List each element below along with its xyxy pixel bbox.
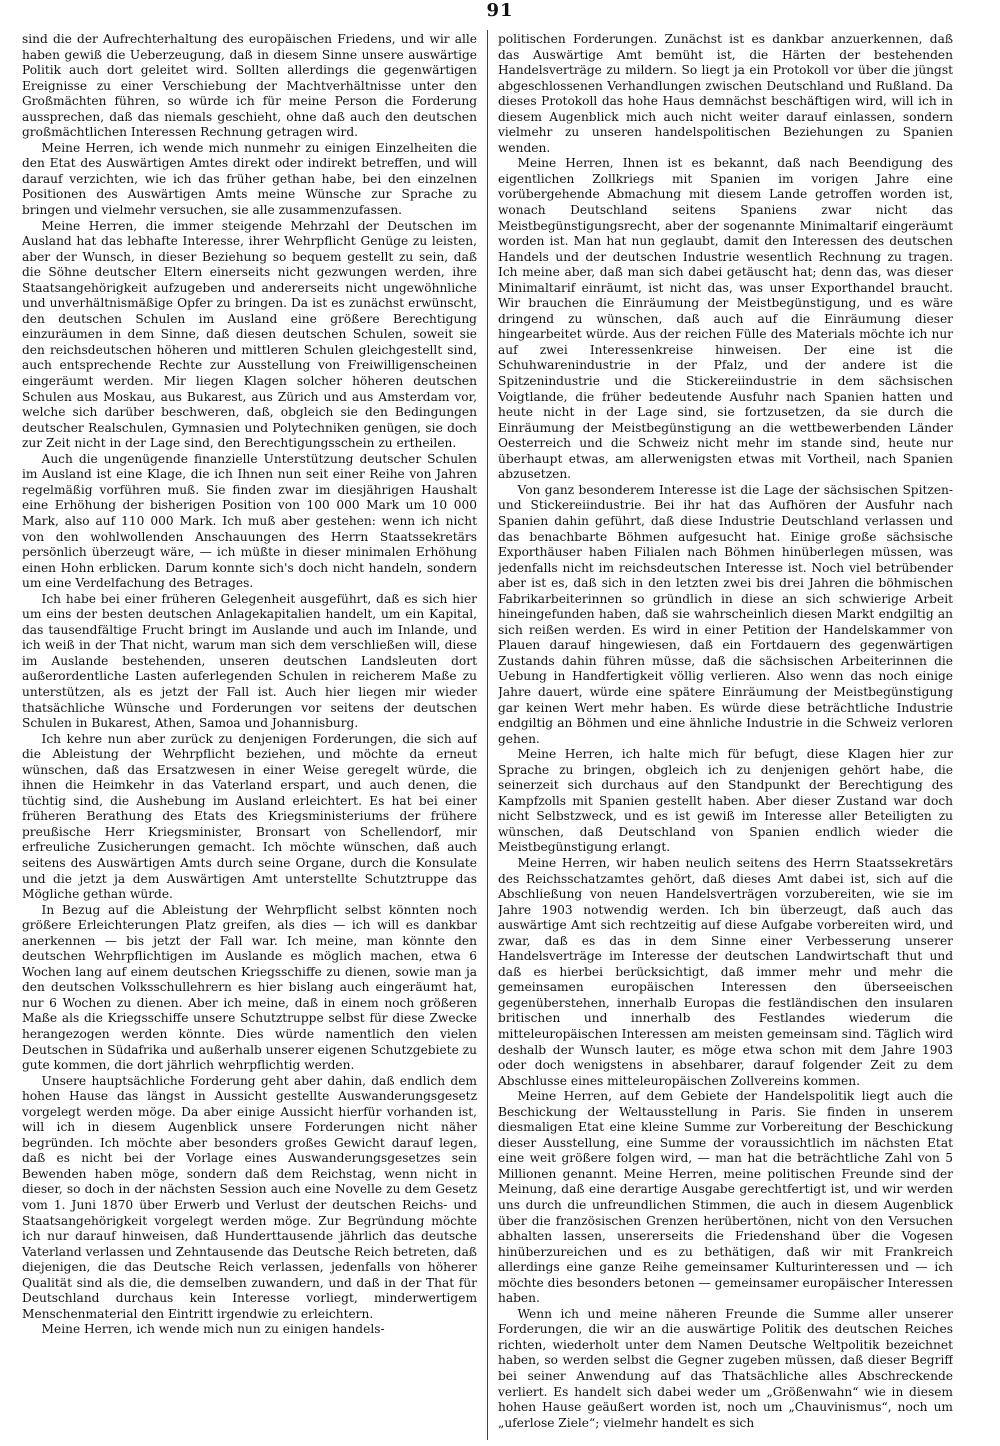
paragraph: Meine Herren, ich wende mich nunmehr zu einigen Einzelheiten die den Etat des Auswärtigen Amtes direkt oder indirekt betreffen, und will darauf verzichten, wie ich das früher gethan habe, bei den einzelnen Positionen des Auswärtigen Amts meine Wünsche zur Sprache zu bringen und vielmehr versuchen, sie alle zusammenzufassen. (22, 140, 477, 218)
paragraph: Meine Herren, ich wende mich nun zu einigen handels- (41, 1322, 385, 1337)
page-number: 91 (486, 0, 514, 21)
paragraph: Meine Herren, die immer steigende Mehrzahl der Deutschen im Ausland hat das lebhafte Interesse, ihrer Wehrpflicht Genüge zu leisten, aber der Wunsch, in dieser Beziehung so bequem gestellt zu sein, daß die Söhne deutscher Eltern einerseits nicht gezwungen werden, ihre Staatsangehörigkeit aufzugeben und andererseits nicht ungewöhnliche und unverhältnismäßige Opfer zu bringen. Da ist es zunächst erwünscht, den deutschen Schulen im Ausland eine größere Berechtigung einzuräumen in dem Sinne, daß diesen deutschen Schulen, soweit sie den reichsdeutschen höheren und mittleren Schulen gleichgestellt sind, auch entsprechende Rechte zur Ausstellung von Freiwilligenscheinen eingeräumt werden. Mir liegen Klagen solcher höheren deutschen Schulen aus Moskau, aus Bukarest, aus Zürich und aus Amsterdam vor, welche sich darüber beschweren, daß, obgleich sie den Bedingungen deutscher Realschulen, Gymnasien und Polytechniken genügen, sie doch zur Zeit nicht in der Lage sind, den Berechtigungsschein zu ertheilen. (22, 218, 477, 451)
paragraph: Unsere hauptsächliche Forderung geht aber dahin, daß endlich dem hohen Hause das längst in Aussicht gestellte Auswanderungsgesetz vorgelegt werden möge. Da aber einige Aussicht hierfür vorhanden ist, will ich in diesem Augenblick unsere Forderungen nicht näher begründen. Ich möchte aber besonders großes Gewicht darauf legen, daß es nicht bei der Vorlage eines Auswanderungsgesetzes sein Bewenden haben möge, sondern daß dem Reichstag, wenn nicht in dieser, so doch in der nächsten Session auch eine Novelle zu dem Gesetz vom 1. Juni 1870 über Erwerb und Verlust der deutschen Reichs- und Staatsangehörigkeit vorgelegt werden möge. Zur Begründung möchte ich nur darauf hinweisen, daß Hunderttausende jährlich das deutsche Vaterland verlassen und Zehntausende das Deutsche Reich betreten, daß diejenigen, die das Deutsche Reich verlassen, jedenfalls von höherer Qualität sind als die, die demselben zuwandern, und daß in der That für Deutschland durchaus kein Interesse vorliegt, minderwertigem Menschenmaterial den Eintritt irgendwie zu erleichtern. (22, 1073, 477, 1321)
paragraph: Meine Herren, ich halte mich für befugt, diese Klagen hier zur Sprache zu bringen, obgleich ich zu denjenigen gehört habe, die seinerzeit sich durchaus auf den Standpunkt der Berechtigung des Kampfzolls mit Spanien gestellt haben. Aber dieser Zustand war doch nicht Selbstzweck, und es ist gewiß im Interesse aller Beteiligten zu wünschen, daß Deutschland von Spanien endlich wieder die Meistbegünstigung erlangt. (498, 747, 953, 855)
paragraph: Meine Herren, Ihnen ist es bekannt, daß nach Beendigung des eigentlichen Zollkriegs mit Spanien im vorigen Jahre eine vorübergehende Abmachung mit diesem Lande getroffen worden ist, wonach Deutschland seitens Spaniens zwar nicht das Meistbegünstigungsrecht, aber der sogenannte Minimaltarif eingeräumt worden ist. Man hat nun geglaubt, damit den Interessen des deutschen Handels und der deutschen Industrie wesentlich Rechnung zu tragen. Ich meine aber, daß man sich dabei getäuscht hat; denn das, was dieser Minimaltarif einräumt, ist nicht das, was unser Exporthandel braucht. Wir brauchen die Einräumung der Meistbegünstigung, und es wäre dringend zu wünschen, daß auch auf die Einräumung dieser hingearbeitet würde. Aus der reichen Fülle des Materials möchte ich nur auf zwei Interessenkreise hinweisen. Der eine ist die Schuhwarenindustrie in der Pfalz, und der andere ist die Spitzenindustrie und die Stickereiindustrie in dem sächsischen Voigtlande, die früher bedeutende Ausfuhr nach Spanien hatten und heute nicht in der Lage sind, sie fortzusetzen, da sie durch die Einräumung der Meistbegünstigung an die wettbewerbenden Länder Oesterreich und die Schweiz nicht mehr im stande sind, heute nur überhaupt etwas, am allerwenigsten etwas mit Vortheil, nach Spanien abzusetzen. (498, 156, 953, 482)
paragraph: sind die der Aufrechterhaltung des europäischen Friedens, und wir alle haben gewiß die Ueberzeugung, daß in diesem Sinne unsere auswärtige Politik auch dort geleitet wird. Sollten allerdings die gegenwärtigen Ereignisse zu einer Verschiebung der Machtverhältnisse unter den Großmächten führen, so würde ich für meine Person die Forderung aussprechen, daß das niemals geschieht, ohne daß auch den deutschen großmächtlichen Interessen Rechnung getragen wird. (22, 32, 477, 140)
paragraph: politischen Forderungen. Zunächst ist es dankbar anzuerkennen, daß das Auswärtige Amt bemüht ist, die Härten der bestehenden Handelsverträge zu mildern. So liegt ja ein Protokoll vor über die jüngst abgeschlossenen Verhandlungen zwischen Deutschland und Rußland. Da dieses Protokoll das hohe Haus demnächst beschäftigen wird, will ich in diesem Augenblick mich auch nicht weiter darauf einlassen, sondern vielmehr zu unseren handelspolitischen Beziehungen zu Spanien wenden. (498, 32, 953, 155)
paragraph: Meine Herren, wir haben neulich seitens des Herrn Staatssekretärs des Reichsschatzamtes gehört, daß dieses Amt dabei ist, sich auf die Abschließung von neuen Handelsverträgen vorzubereiten, wie sie im Jahre 1903 notwendig werden. Ich bin überzeugt, daß auch das auswärtige Amt sich rechtzeitig auf diese Aufgabe vorbereiten wird, und zwar, daß es das in dem Sinne einer Verbesserung unserer Handelsverträge im Interesse der deutschen Landwirtschaft thut und daß es hierbei berücksichtigt, daß immer mehr und mehr die gemeinsamen europäischen Interessen den überseeischen gegenüberstehen, innerhalb Europas die festländischen den insularen britischen und innerhalb des Festlandes wiederum die mitteleuropäischen Interessen am meisten gemeinsam sind. Täglich wird deshalb der Wunsch lauter, es möge etwa schon mit dem Jahre 1903 oder doch wenigstens in absehbarer, darauf folgender Zeit zu dem Abschlusse eines mitteleuropäischen Zollvereins kommen. (498, 855, 953, 1088)
paragraph: Ich kehre nun aber zurück zu denjenigen Forderungen, die sich auf die Ableistung der Wehrpflicht beziehen, und möchte da erneut wünschen, daß das Ersatzwesen in einer Weise geregelt würde, die ihnen die Heimkehr in das Vaterland erspart, und auch denen, die tüchtig sind, die Aushebung im Ausland erleichtert. Es hat bei einer früheren Berathung des Etats des Kriegsministeriums der frühere preußische Herr Kriegsminister, Bronsart von Schellendorf, mir erfreuliche Zusicherungen gemacht. Ich möchte wünschen, daß auch seitens des Auswärtigen Amts durch seine Organe, durch die Konsulate und die jetzt ja dem Auswärtigen Amt unterstellte Schutztruppe das Mögliche gethan würde. (22, 731, 477, 902)
paragraph: Wenn ich und meine näheren Freunde die Summe aller unserer Forderungen, die wir an die auswärtige Politik des deutschen Reiches richten, wiederholt unter dem Namen Deutsche Weltpolitik bezeichnet haben, so werden selbst die Gegner zugeben müssen, daß dieser Begriff bei seiner Anwendung auf das Thatsächliche alles Abschreckende verliert. Es handelt sich dabei weder um „Größenwahn“ wie in diesem hohen Hause geäußert worden ist, noch um „Chauvinismus“, noch um „uferlose Ziele“; vielmehr handelt es sich (498, 1306, 953, 1430)
paragraph: Von ganz besonderem Interesse ist die Lage der sächsischen Spitzen- und Stickereiindustrie. Bei ihr hat das Aufhören der Ausfuhr nach Spanien dahin geführt, daß diese Industrie Deutschland verlassen und das benachbarte Böhmen aufgesucht hat. Einige große sächsische Exporthäuser haben Filialen nach Böhmen hinüberlegen müssen, was jedenfalls nicht im reichsdeutschen Interesse ist. Noch viel betrübender aber ist es, daß sich in den letzten zwei bis drei Jahren die böhmischen Fabrikarbeiterinnen so gründlich in diese an sich schwierige Arbeit hineingefunden haben, daß sie wahrscheinlich diesen Markt endgiltig an sich reißen werden. Es wird in einer Petition der Handelskammer von Plauen darauf hingewiesen, daß ein Fortdauern des gegenwärtigen Zustands dahin führen müsse, daß die sächsischen Arbeiterinnen die Uebung in Handfertigkeit völlig verlieren. Also wenn das noch einige Jahre dauert, würde eine spätere Einräumung der Meistbegünstigung gar keinen Wert mehr haben. Es würde diese beträchtliche Industrie endgiltig an Böhmen und eine ähnliche Industrie in die Schweiz verloren gehen. (498, 482, 953, 746)
column-divider (487, 30, 488, 1440)
left-column (22, 32, 477, 1440)
paragraph: Ich habe bei einer früheren Gelegenheit ausgeführt, daß es sich hier um eins der besten deutschen Anlagekapitalien handelt, um ein Kapital, das tausendfältige Frucht bringt im Auslande und auch im Inlande, und ich weiß in der That nicht, warum man sich dem verschließen will, diese im Auslande bestehenden, unseren deutschen Landsleuten dort außerordentliche Lasten auferlegenden Schulen in reicherem Maße zu unterstützen, als es jetzt der Fall ist. Auch hier liegen mir wieder thatsächliche Wünsche und Forderungen vor seitens der deutschen Schulen in Bukarest, Athen, Samoa und Johannisburg. (22, 591, 477, 731)
paragraph: Meine Herren, auf dem Gebiete der Handelspolitik liegt auch die Beschickung der Weltausstellung in Paris. Sie finden in unserem diesmaligen Etat eine kleine Summe zur Vorbereitung der Beschickung dieser Ausstellung, eine Summe der voraussichtlich im nächsten Etat eine weit größere folgen wird, — man hat die beträchtliche Zahl von 5 Millionen genannt. Meine Herren, meine politischen Freunde sind der Meinung, daß eine derartige Ausgabe gerechtfertigt ist, und wir werden uns durch die unfreundlichen Stimmen, die auch in diesem Augenblick über die französischen Grenzen herübertönen, nicht von den Versuchen abhalten lassen, unsererseits die Friedenshand über die Vogesen hinüberzureichen und es zu bethätigen, daß wir mit Frankreich allerdings eine ganze Reihe gemeinsamer Kulturinteressen und — ich möchte dies besonders betonen — gemeinsamer europäischer Interessen haben. (498, 1089, 953, 1306)
paragraph: Auch die ungenügende finanzielle Unterstützung deutscher Schulen im Ausland ist eine Klage, die ich Ihnen nun seit einer Reihe von Jahren regelmäßig vorführen muß. Sie finden zwar im diesjährigen Haushalt eine Erhöhung der bisherigen Position von 100 000 Mark um 10 000 Mark, also auf 110 000 Mark. Ich muß aber gestehen: wenn ich nicht von den wohlwollenden Anschauungen des Herrn Staatssekretärs persönlich überzeugt wäre, — ich müßte in dieser minimalen Erhöhung einen Hohn erblicken. Darum konnte sich's doch nicht handeln, sondern um eine Verdelfachung des Betrages. (22, 451, 477, 591)
right-column (498, 32, 953, 1440)
paragraph: In Bezug auf die Ableistung der Wehrpflicht selbst könnten noch größere Erleichterungen Platz greifen, als dies — ich will es dankbar anerkennen — bis jetzt der Fall war. Ich meine, man könnte den deutschen Wehrpflichtigen im Auslande es möglich machen, etwa 6 Wochen lang auf einem deutschen Kriegsschiffe zu dienen, sowie man ja den deutschen Volksschullehrern es hier bislang auch eingeräumt hat, nur 6 Wochen zu dienen. Aber ich meine, daß in einem noch größeren Maße als die Kriegsschiffe unsere Schutztruppe selbst für diese Zwecke herangezogen werden könnte. Dies würde namentlich den vielen Deutschen in Südafrika und außerhalb unserer eigenen Schutzgebiete zu gute kommen, die dort jährlich wehrpflichtig werden. (22, 902, 477, 1073)
